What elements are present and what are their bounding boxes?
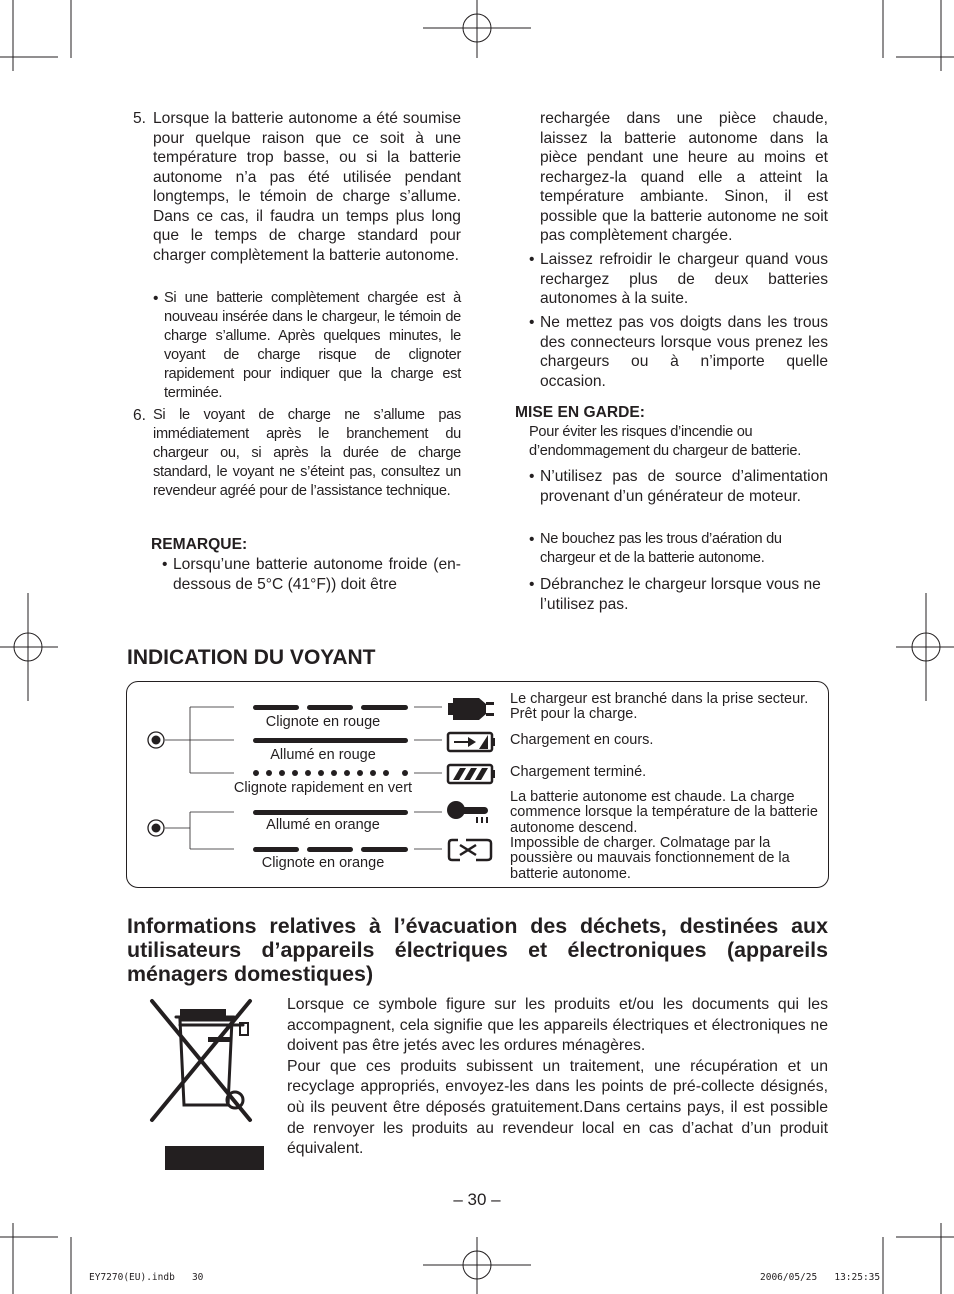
caution-title: MISE EN GARDE: [515,404,645,421]
pattern-blink-orange-label: Clignote en orange [261,855,385,871]
disposal-paragraph-1: Lorsque ce symbole figure sur les produits et/ou les documents qui les accompagnent, cela signifie que les appareils électriques et électroniques ne doivent pas être jetés avec les ordures ménagères. [287,996,828,1055]
red-green-led-icon [145,729,167,751]
bullet-dot: • [529,251,535,268]
bullet-dot: • [529,468,535,485]
status-fault-text: Impossible de charger. Colmatage par la poussière ou mauvais fonctionnement de la batterie autonome. [510,835,790,882]
indicator-section-title: INDICATION DU VOYANT [127,646,376,669]
item-6-text: Si le voyant de charge ne s’allume pas immédiatement après le branchement du chargeur ou, si après la durée de charge standard, le voyant ne s’éteint pas, consultez un revendeur agréé pour de l’assistance technique. [153,407,461,499]
item-5-text: Lorsque la batterie autonome a été soumise pour quelque raison que ce soit à une température trop basse, ou si la batterie autonome n’a pas été utilisée pendant longtemps, le témoin de charge s’allume. Dans ce cas, il faudra un temps plus long que le temps de charge standard pour charger complètement la batterie autonome. [153,110,461,264]
pattern-fast-blink-green-label: Clignote rapidement en vert [233,780,413,796]
plug-icon [446,694,496,724]
status-charging-text: Chargement en cours. [510,732,654,748]
pattern-steady-red-label: Allumé en rouge [270,747,376,763]
pattern-steady-orange [253,810,408,815]
battery-full-icon [446,762,496,786]
thermometer-icon [446,798,496,826]
remark-title: REMARQUE: [151,536,248,553]
battery-fault-icon [446,837,496,863]
disposal-paragraph-2: Pour que ces produits subissent un traitement, une récupération et un recyclage appropriés, envoyez-les dans les points de pré-collecte désignés, où ils peuvent être déposés gratuitement.Dans certains pays, il est possible de renvoyer les produits au revendeur local en cas d’achat d’un produit équivalent. [287,1057,828,1158]
bullet-dot: • [529,314,535,331]
pattern-steady-orange-label: Allumé en orange [266,817,380,833]
item-5-number: 5. [133,110,147,127]
pattern-steady-red [253,738,408,743]
cooling-bullet: Laissez refroidir le chargeur quand vous rechargez plus de deux batteries autonomes à la suite. [540,251,828,307]
remark-bullet: Lorsqu’une batterie autonome froide (en-dessous de 5°C (41°F)) doit être [173,556,461,593]
orange-led-icon [145,817,167,839]
bullet-dot: • [529,576,535,593]
status-hot-text: La batterie autonome est chaude. La charge commence lorsque la température de la batterie autonome descend. [510,789,818,836]
bullet-dot: • [162,556,168,573]
remark-continued: rechargée dans une pièce chaude, laissez la batterie autonome dans la pièce pendant une heure au moins et rechargez-la quand elle a atteint la température ambiante. Sinon, il est possible que la batterie autonome ne soit pas complètement chargée. [540,110,828,244]
bullet-dot: • [153,290,159,307]
item-5-bullet: Si une batterie complètement chargée est à nouveau insérée dans le chargeur, le témoin de charge s’allume. Après quelques minutes, le voyant de charge risque de clignoter rapidement pour indiquer que la charge est terminée. [164,290,461,401]
footer-datetime: 2006/05/25 13:25:35 [760,1272,881,1283]
battery-charging-icon [446,730,496,754]
item-6-number: 6. [133,407,147,424]
page-number: – 30 – [453,1190,501,1209]
bullet-dot: • [529,531,535,548]
pattern-blink-red-label: Clignote en rouge [265,714,381,730]
footer-file: EY7270(EU).indb 30 [89,1272,204,1283]
fingers-bullet: Ne mettez pas vos doigts dans les trous des connecteurs lorsque vous prenez les chargeurs ou à n’importe quelle occasion. [540,314,828,390]
crossed-bin-icon [146,995,270,1175]
caution-bullet-generator: N’utilisez pas de source d’alimentation provenant d’un générateur de moteur. [540,468,828,505]
disposal-text [287,995,828,1160]
disposal-section-title: Informations relatives à l’évacuation des déchets, destinées aux utilisateurs d’appareils électriques et électroniques (appareils ménagers domestiques) [127,914,828,986]
caution-bullet-vents: Ne bouchez pas les trous d’aération du chargeur et de la batterie autonome. [540,531,782,566]
caution-intro: Pour éviter les risques d’incendie ou d’endommagement du chargeur de batterie. [529,424,801,459]
caution-bullet-unplug: Débranchez le chargeur lorsque vous ne l’utilisez pas. [540,576,821,613]
status-complete-text: Chargement terminé. [510,764,647,780]
status-plugged-text: Le chargeur est branché dans la prise secteur. Prêt pour la charge. [510,691,809,723]
